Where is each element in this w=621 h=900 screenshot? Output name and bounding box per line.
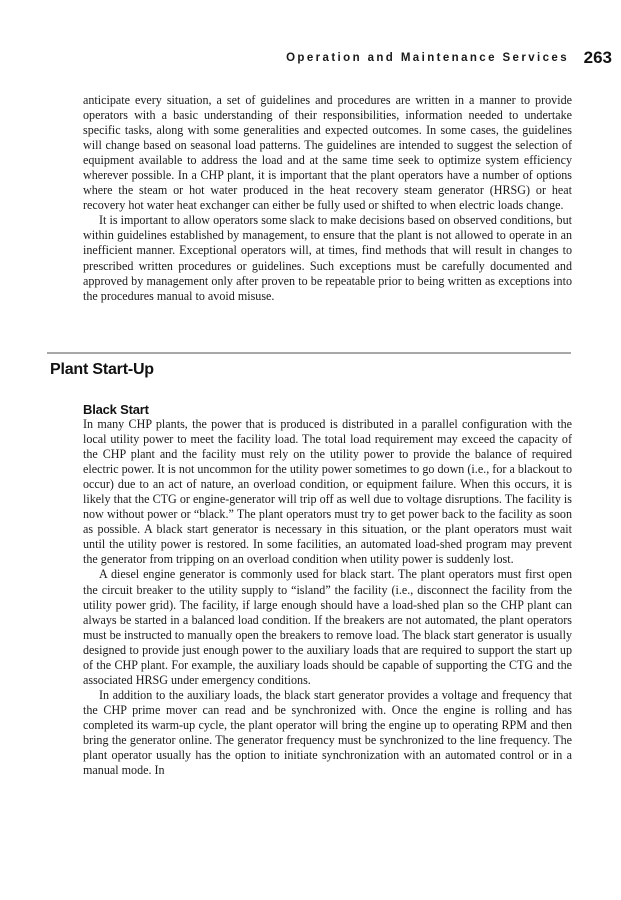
subsection-title: Black Start [83,402,149,417]
paragraph: In addition to the auxiliary loads, the black start generator provides a voltage and frequency that the CHP prime mover can read and be synchronized with. Once the engine is rolling and has completed its warm-up cycle, the plant operator will bring the engine up to operating RPM and then bring the generator online. The generator frequency must be synchronized to the line frequency. The plant operator usually has the option to initiate synchronization with an automated control or in a manual mode. In [83,687,572,778]
paragraph: In many CHP plants, the power that is produced is distributed in a parallel configuration with the local utility power to meet the facility load. The total load requirement may exceed the capacity of the CHP plant and the facility must rely on the utility power to provide the balance of required electric power. It is not uncommon for the utility power sometimes to go down (i.e., for a blackout to occur) due to an act of nature, an overload condition, or equipment failure. When this occurs, it is likely that the CTG or engine-generator will trip off as well due to voltage disruptions. The facility is now without power or “black.” The plant operators must try to get power back to the facility as soon as possible. A black start generator is necessary in this situation, or the plant operators must wait until the utility power is restored. In some facilities, an automated load-shed program may prevent the generator from tripping on an overload condition when utility power is suddenly lost. [83,417,572,567]
page-number: 263 [583,48,612,67]
running-title: Operation and Maintenance Services [286,52,569,64]
page-header [0,46,621,72]
paragraph: A diesel engine generator is commonly used for black start. The plant operators must first open the circuit breaker to the utility supply to “island” the facility (i.e., disconnect the facility from the utility power grid). The facility, if large enough should have a load-shed plan so the CHP plant can always be started in a balanced load condition. If the breakers are not automated, the plant operators must be instructed to manually open the breakers to remove load. The black start generator is usually designed to provide just enough power to the auxiliary loads that are required to support the start up of the CHP plant. For example, the auxiliary loads should be capable of supporting the CTG and the associated HRSG under emergency conditions. [83,567,572,687]
paragraph: anticipate every situation, a set of guidelines and procedures are written in a manner to provide operators with a basic understanding of their responsibilities, information needed to undertake specific tasks, along with some generalities and expected outcomes. In some cases, the guidelines will change based on seasonal load patterns. The guidelines are intended to suggest the selection of equipment available to address the load and at the same time seek to optimize system efficiency wherever possible. In a CHP plant, it is important that the plant operators have a number of options where the steam or hot water produced in the heat recovery steam generator (HRSG) or heat recovery hot water heat exchanger can either be fully used or shifted to when electric loads change. [83,93,572,213]
section-title: Plant Start-Up [50,361,154,378]
section-divider [47,352,571,354]
paragraph: It is important to allow operators some slack to make decisions based on observed conditions, but within guidelines established by management, to ensure that the plant is not allowed to operate in an inefficient manner. Exceptional operators will, at times, find methods that will result in changes to prescribed written procedures or guidelines. Such exceptions must be carefully documented and approved by management only after proven to be repeatable prior to being written as exceptions into the procedures manual to avoid misuse. [83,213,572,303]
section-text-block [83,417,572,778]
intro-text-block [83,93,572,304]
